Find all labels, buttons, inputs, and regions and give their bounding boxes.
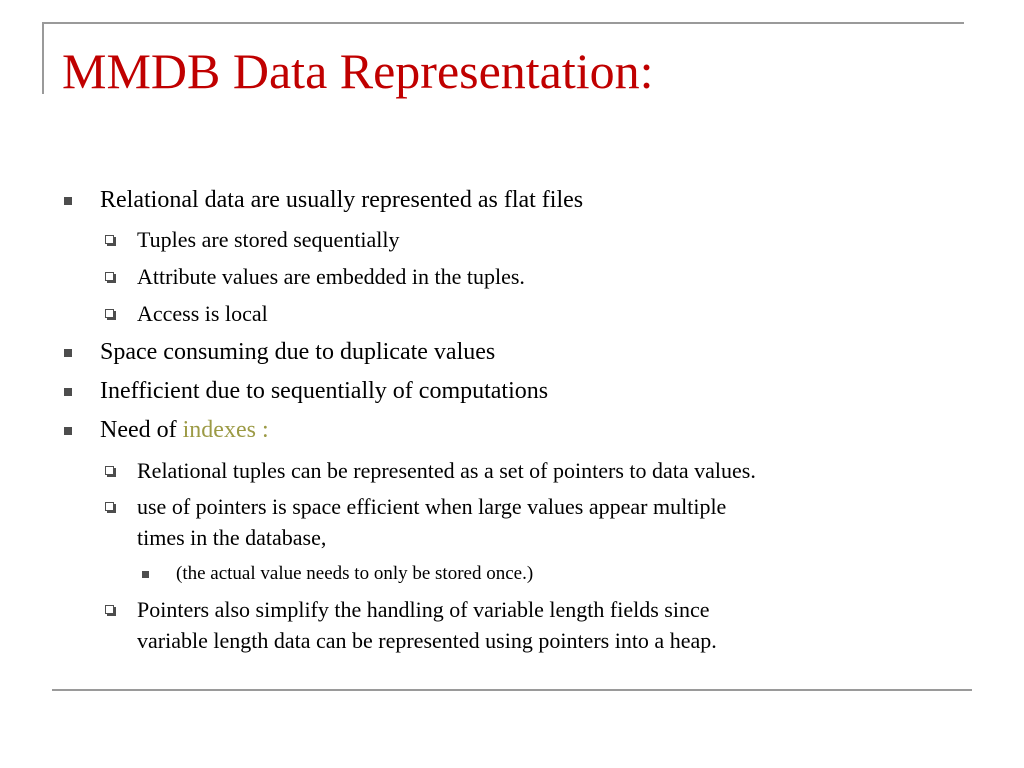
sub-bullet-item — [137, 491, 726, 553]
sub-bullet-text-line: times in the database, — [137, 525, 327, 550]
sub-bullet-text-line: use of pointers is space efficient when large values appear multiple — [137, 494, 727, 519]
hollow-square-bullet-icon — [105, 235, 114, 244]
sub-bullet-item — [137, 298, 268, 329]
sub-bullet-text: Access is local — [137, 301, 268, 326]
bullet-text-highlight: indexes : — [182, 417, 269, 443]
hollow-square-bullet-icon — [105, 466, 114, 475]
bullet-item — [100, 185, 583, 215]
bullet-item — [100, 337, 495, 367]
sub-bullet-item — [137, 594, 717, 656]
square-bullet-icon — [64, 197, 72, 205]
bullet-text: Space consuming due to duplicate values — [100, 339, 496, 365]
square-bullet-icon — [64, 427, 72, 435]
slide-footer-rule — [52, 689, 972, 691]
sub-sub-bullet-item — [176, 561, 533, 587]
sub-bullet-text: Attribute values are embedded in the tuples. — [137, 264, 525, 289]
sub-bullet-item — [137, 261, 525, 292]
sub-sub-bullet-text: (the actual value needs to only be stored once.) — [176, 563, 534, 584]
square-bullet-icon — [142, 571, 149, 578]
sub-bullet-item — [137, 455, 756, 486]
hollow-square-bullet-icon — [105, 605, 114, 614]
sub-bullet-text-line: variable length data can be represented using pointers into a heap. — [137, 628, 717, 653]
hollow-square-bullet-icon — [105, 272, 114, 281]
square-bullet-icon — [64, 388, 72, 396]
sub-bullet-text: Tuples are stored sequentially — [137, 227, 400, 252]
bullet-item — [100, 415, 269, 445]
bullet-text-prefix: Need of — [100, 417, 183, 443]
slide-title: MMDB Data Representation: — [62, 43, 654, 99]
sub-bullet-text-line: Pointers also simplify the handling of variable length fields since — [137, 597, 710, 622]
square-bullet-icon — [64, 349, 72, 357]
hollow-square-bullet-icon — [105, 502, 114, 511]
bullet-text: Relational data are usually represented as flat files — [100, 187, 584, 213]
bullet-text: Inefficient due to sequentially of computations — [100, 378, 549, 404]
sub-bullet-item — [137, 224, 400, 255]
bullet-item — [100, 376, 548, 406]
sub-bullet-text: Relational tuples can be represented as a set of pointers to data values. — [137, 458, 756, 483]
hollow-square-bullet-icon — [105, 309, 114, 318]
